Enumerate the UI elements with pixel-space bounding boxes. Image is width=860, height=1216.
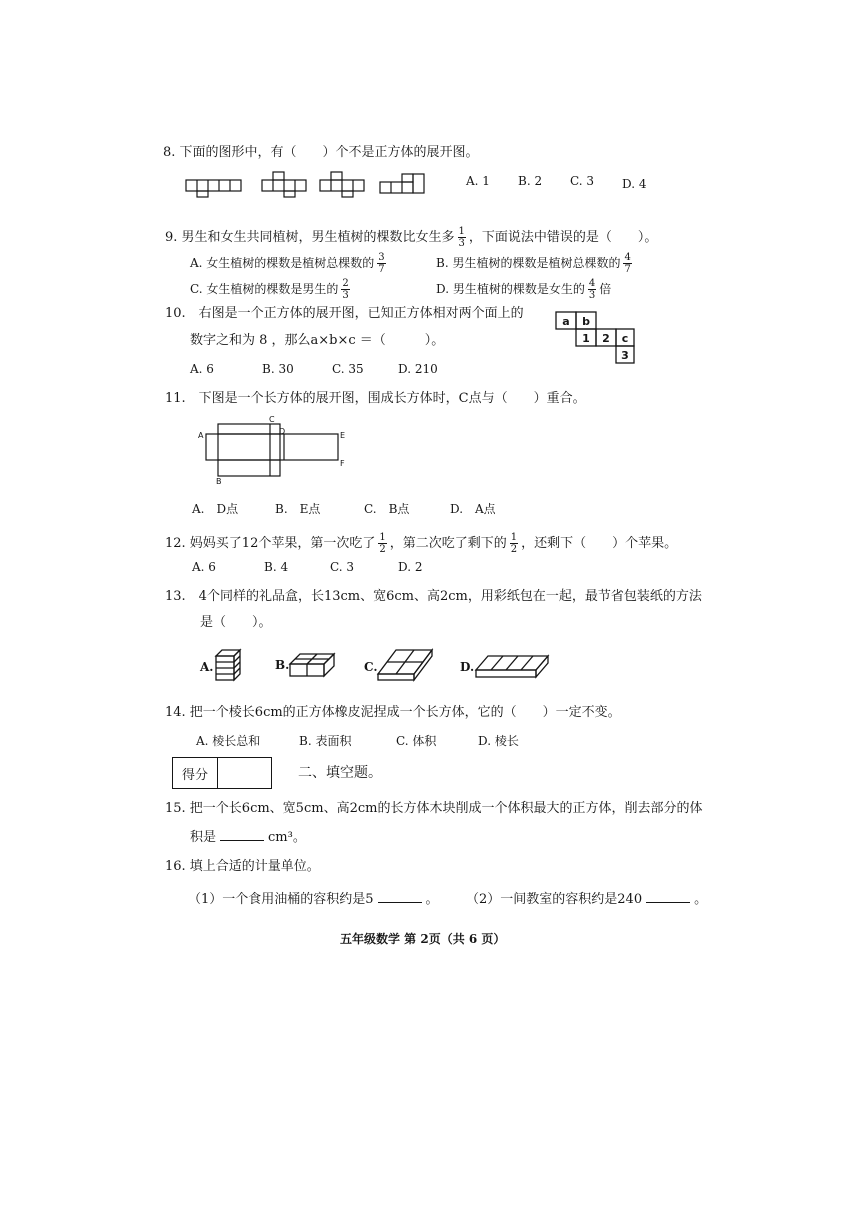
q16-text: 16. 填上合适的计量单位。 [165,859,320,874]
q13-line1: 13. 4个同样的礼品盒，长13cm、宽6cm、高2cm，用彩纸包在一起，最节省包装纸的方法 [165,589,702,604]
q12-option-d: D. 2 [398,560,423,574]
q11-option-d: D. A点 [450,502,496,516]
q14-option-b: B. 表面积 [299,734,352,748]
q16-part1: （1）一个食用油桶的容积约是5 。 [188,892,439,907]
point-label-e: E [340,431,346,440]
q11-option-c: C. B点 [364,502,410,516]
q15-line1: 15. 把一个长6cm、宽5cm、高2cm的长方体木块削成一个体积最大的正方体，削去部分的体 [165,801,703,816]
q10-line2: 数字之和为 8 ，那么a×b×c ＝（ ）。 [190,333,445,348]
score-field[interactable] [218,758,271,788]
q9-option-b: B. 男生植树的棵数是植树总棵数的 $\frac{4}{7}$ [436,252,631,275]
q9-option-a: A. 女生植树的棵数是植树总棵数的 $\frac{3}{7}$ [190,252,385,275]
q12-option-b: B. 4 [264,560,289,574]
q11-cuboid-net-figure [198,414,358,486]
net-label-3: 3 [621,349,629,362]
q16-part2: （2）一间教室的容积约是240 。 [466,892,708,907]
q8-text: 8. 下面的图形中，有（ ）个不是正方体的展开图。 [163,145,479,160]
q11-text: 11. 下图是一个长方体的展开图，围成长方体时，C点与（ ）重合。 [165,391,586,406]
q10-option-a: A. 6 [190,362,214,376]
q9-option-c: C. 女生植树的棵数是男生的 $\frac{2}{3}$ [190,278,349,301]
q13-option-b: B. [275,658,290,672]
net-label-a: a [562,315,570,328]
q12-fraction-1: $\frac{1}{2}$ [379,532,386,555]
q13-box-layout-d-figure [474,652,550,680]
q9-fraction: $\frac{1}{3}$ [458,226,465,249]
net-label-2: 2 [602,332,610,345]
q8-option-d: D. 4 [622,177,647,191]
score-box [172,757,272,789]
q9-stem-a: 9. 男生和女生共同植树，男生植树的棵数比女生多 [165,230,455,245]
q9-option-d: D. 男生植树的棵数是女生的 $\frac{4}{3}$ 倍 [436,278,612,301]
q13-option-a: A. [200,660,214,674]
point-label-c: C [269,415,275,424]
point-label-f: F [340,459,345,468]
section-title: 二、填空题。 [298,765,382,781]
net-label-1: 1 [582,332,590,345]
q15-line2: 积是 cm³。 [190,830,306,845]
q11-option-b: B. E点 [275,502,321,516]
q10-cube-net-figure [556,312,636,374]
point-label-b: B [216,477,222,486]
q13-line2: 是（ ）。 [200,615,272,630]
score-label: 得分 [173,758,218,788]
q10-option-c: C. 35 [332,362,364,376]
q13-box-layout-c-figure [376,648,436,682]
q8-option-a: A. 1 [466,174,490,188]
point-label-a: A [198,431,204,440]
q11-option-a: A. D点 [192,502,239,516]
q9-stem [165,226,657,249]
q13-option-d: D. [460,660,475,674]
q14-text: 14. 把一个棱长6cm的正方体橡皮泥捏成一个长方体，它的（ ）一定不变。 [165,705,621,720]
net-label-c: c [621,332,629,345]
q14-option-a: A. 棱长总和 [196,734,261,748]
q8-cube-nets-figure [186,172,436,198]
q10-option-d: D. 210 [398,362,438,376]
q10-line1: 10. 右图是一个正方体的展开图，已知正方体相对两个面上的 [165,306,524,321]
q10-option-b: B. 30 [262,362,294,376]
q12-option-c: C. 3 [330,560,355,574]
q15-answer-blank[interactable] [220,828,264,841]
page-footer: 五年级数学 第 2页（共 6 页） [340,932,506,946]
q9-stem-b: ，下面说法中错误的是（ ）。 [468,230,658,245]
point-label-d: D [279,427,286,436]
q16-part2-blank[interactable] [646,890,690,903]
q16-part1-blank[interactable] [378,890,422,903]
q13-box-layout-b-figure [288,652,338,680]
q8-option-b: B. 2 [518,174,543,188]
q12-fraction-2: $\frac{1}{2}$ [510,532,518,555]
q14-option-c: C. 体积 [396,734,437,748]
q8-option-c: C. 3 [570,174,595,188]
q14-option-d: D. 棱长 [478,734,519,748]
q13-box-stack-a-figure [214,648,244,682]
q13-option-c: C. [364,660,378,674]
q12-option-a: A. 6 [192,560,216,574]
q12-text: 12. 妈妈买了12个苹果，第一次吃了 $\frac{1}{2}$ ，第二次吃了剩下的 $\frac{1}{2}$ ，还剩下（ ）个苹果。 [165,532,678,555]
net-label-b: b [582,315,590,328]
